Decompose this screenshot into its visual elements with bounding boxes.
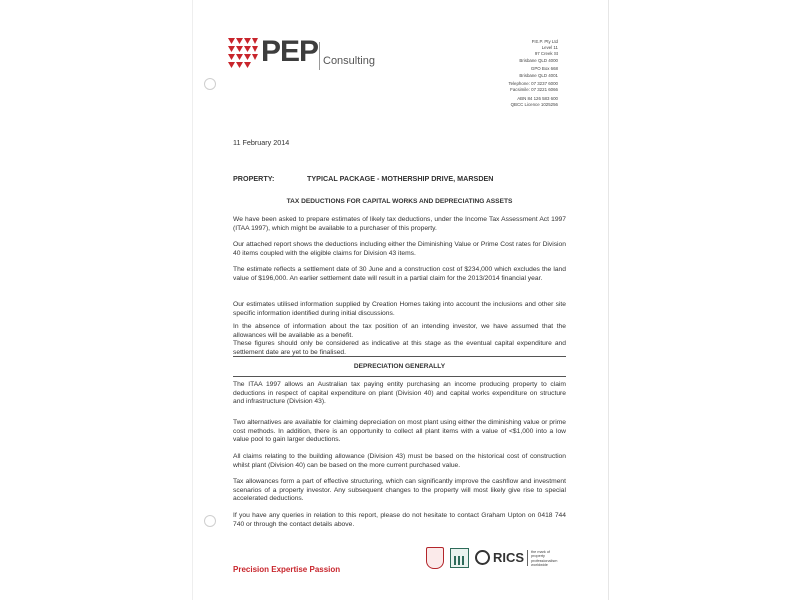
paragraph: The estimate reflects a settlement date of 30 June and a construction cost of $234,000 which excludes the land value of $196,000. An earlier settlement date will result in a partial claim for the 2013/2014 financial year.: [233, 266, 566, 282]
address-block: [468, 39, 558, 111]
postal-line: Brisbane QLD 4001: [519, 72, 558, 78]
section-divider: [233, 356, 566, 357]
fax-line: Facsimile: 07 3221 6066: [510, 87, 558, 93]
paragraph: If you have any queries in relation to this report, please do not hesitate to contact Graham Upton on 0418 744 740 or through the contact details above.: [233, 512, 566, 528]
address-line: Level 11: [541, 45, 558, 51]
rics-note: [531, 550, 571, 568]
brand-division: Consulting: [323, 55, 375, 67]
property-value: TYPICAL PACKAGE - MOTHERSHIP DRIVE, MARSDEN: [307, 174, 494, 183]
rics-note-line: the mark of: [531, 550, 550, 554]
brand-name: PEP: [261, 35, 319, 68]
rics-note-line: property: [531, 554, 545, 559]
address-line: Brisbane QLD 4000: [519, 57, 558, 63]
paragraph: The ITAA 1997 allows an Australian tax paying entity purchasing an income producing property to claim deductions in respect of capital expenditure on plant (Division 40) and capital works expenditure on structure and infrastructure (Division 43).: [233, 381, 566, 406]
rics-mark-icon: [475, 550, 490, 565]
address-line: 97 Creek St: [534, 51, 558, 57]
licence-line: QBCC Licence 1025256: [510, 102, 558, 108]
paragraph: Tax allowances form a part of effective structuring, which can significantly improve the cashflow and investment scenarios of a property investor. Any subsequent changes to the property will most likely give rise to special accelerated deductions.: [233, 478, 566, 503]
letter-date: 11 February 2014: [233, 138, 290, 147]
property-line: [233, 174, 494, 183]
rics-logo-text: RICS: [493, 550, 525, 565]
paragraph: We have been asked to prepare estimates of likely tax deductions, under the Income Tax Assessment Act 1997 (ITAA 1997), which might be available to a purchaser of this property.: [233, 216, 566, 232]
postal-line: GPO Box 668: [530, 66, 558, 72]
tagline: Precision Expertise Passion: [233, 565, 341, 574]
section-divider: [233, 376, 566, 377]
punch-hole: [204, 515, 216, 527]
pep-logo-mark-icon: [228, 38, 258, 68]
logo-divider: [527, 550, 528, 566]
section-heading-tax-deductions: TAX DEDUCTIONS FOR CAPITAL WORKS AND DEPRECIATING ASSETS: [286, 198, 513, 205]
phone-line: Telephone: 07 3237 6000: [508, 81, 558, 87]
address-line: P.E.P. Pty Ltd: [531, 39, 558, 44]
punch-hole: [204, 78, 216, 90]
paragraph: In the absence of information about the tax position of an intending investor, we have assumed that the allowances will be available as a benefit.: [233, 323, 566, 339]
logo-divider: [319, 42, 320, 70]
paragraph: Our attached report shows the deductions including either the Diminishing Value or Prime Cost rates for Division 40 items coupled with the eligible claims for Division 43 items.: [233, 241, 566, 257]
paragraph: All claims relating to the building allowance (Division 43) must be based on the historical cost of construction whilst plant (Division 40) can be based on the more current purchased value.: [233, 453, 566, 469]
rics-note-line: worldwide: [531, 563, 548, 568]
paragraph: Our estimates utilised information supplied by Creation Homes taking into account the inclusions and other site specific information identified during initial discussions.: [233, 301, 566, 317]
abn-line: ABN 84 126 583 600: [517, 96, 558, 102]
building-institute-icon: [450, 548, 469, 568]
property-label: PROPERTY:: [233, 174, 275, 183]
institute-shield-icon: [426, 547, 444, 569]
rics-note-line: professionalism: [531, 558, 558, 563]
paragraph: These figures should only be considered as indicative at this stage as the eventual capital expenditure and settlement date are yet to be finalised.: [233, 340, 566, 356]
paragraph: Two alternatives are available for claiming depreciation on most plant using either the diminishing value or prime cost methods. In addition, there is an opportunity to collect all plant items with a value of <$1,000 into a low value pool to gain larger deductions.: [233, 419, 566, 444]
section-heading-depreciation: DEPRECIATION GENERALLY: [353, 363, 446, 370]
